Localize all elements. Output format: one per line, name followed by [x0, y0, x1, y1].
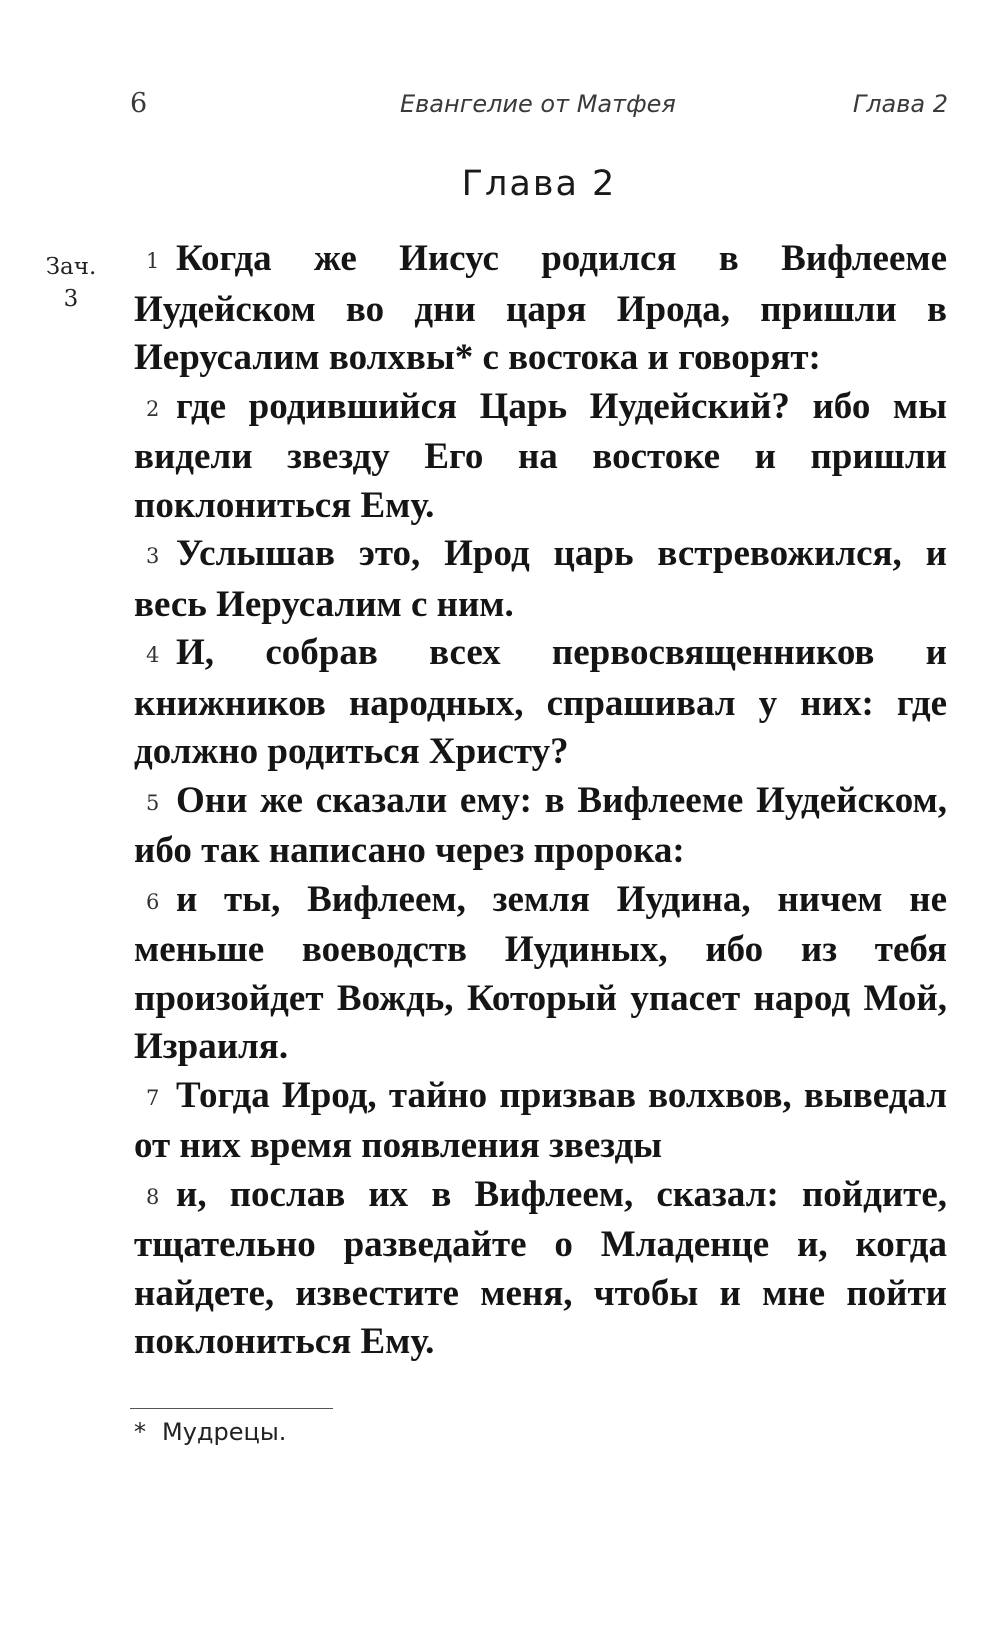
verse-number: 3	[146, 544, 160, 568]
footnote-text: Мудрецы.	[162, 1418, 287, 1446]
verse-text: и, послав их в Вифлеем, сказал: пойдите, тщательно разведайте о Младенце и, когда найдете, известите меня, чтобы и мне пойти поклониться Ему.	[134, 1173, 947, 1362]
running-header	[130, 88, 948, 128]
verse-number: 4	[146, 643, 160, 667]
verse-number: 6	[146, 889, 160, 914]
verse-4	[134, 629, 947, 777]
margin-note-number: 3	[63, 286, 79, 312]
verse-text: где родившийся Царь Иудейский? ибо мы видели звезду Его на востоке и пришли поклониться Ему.	[134, 385, 947, 526]
verse-3	[134, 530, 947, 629]
page-number: 6	[130, 88, 148, 119]
running-title: Евангелие от Матфея	[400, 90, 676, 118]
verse-number: 1	[146, 249, 160, 273]
verse-text: Услышав это, Ирод царь встревожился, и весь Иерусалим с ним.	[134, 533, 947, 625]
verse-text: и ты, Вифлеем, земля Иудина, ничем не меньше воеводств Иудиных, ибо из тебя произойдет Вождь, Который упасет народ Мой, Израиля.	[134, 878, 947, 1067]
verse-1	[134, 235, 947, 383]
margin-note-label: Зач.	[45, 254, 97, 280]
verse-8	[134, 1171, 947, 1367]
verse-text: Они же сказали ему: в Вифлееме Иудейском, ибо так написано через пророка:	[134, 779, 947, 871]
verse-5	[134, 777, 947, 876]
verse-7	[134, 1072, 947, 1171]
footnote	[134, 1418, 286, 1446]
margin-note	[36, 251, 106, 315]
verse-text-body	[134, 235, 947, 1367]
verse-number: 7	[146, 1085, 160, 1110]
running-chapter: Глава 2	[852, 90, 948, 118]
verse-number: 5	[146, 790, 160, 815]
verse-number: 8	[146, 1184, 160, 1209]
footnote-divider	[130, 1408, 333, 1409]
verse-text: Тогда Ирод, тайно призвав волхвов, выведал от них время появления звезды	[134, 1074, 947, 1166]
chapter-title: Глава 2	[461, 164, 617, 204]
footnote-mark: *	[134, 1418, 146, 1446]
verse-6	[134, 876, 947, 1072]
verse-text: Когда же Иисус родился в Вифлееме Иудейском во дни царя Ирода, пришли в Иерусалим волхвы* с востока и говорят:	[134, 238, 947, 378]
verse-text: И, собрав всех первосвященников и книжников народных, спрашивал у них: где должно родиться Христу?	[134, 632, 947, 772]
verse-number: 2	[146, 396, 160, 421]
verse-2	[134, 383, 947, 531]
